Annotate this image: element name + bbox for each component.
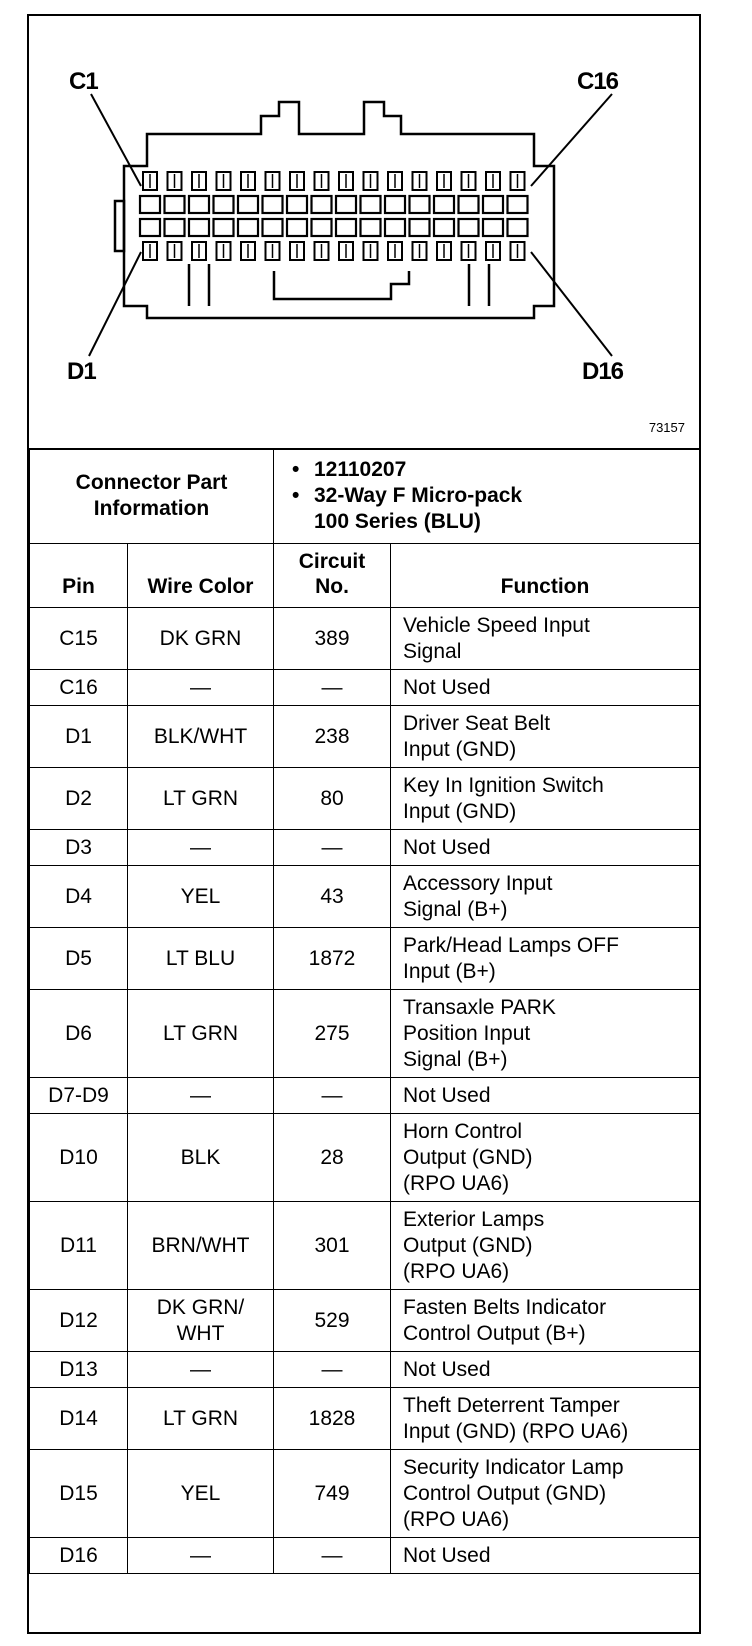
c-row-cavity	[287, 196, 307, 213]
wire-color-cell-line: LT BLU	[165, 946, 236, 970]
wire-color-cell-line: —	[190, 1543, 211, 1567]
circuit-cell	[274, 928, 391, 990]
function-cell-line: Position Input	[403, 1021, 531, 1045]
d-row-cavity	[287, 219, 307, 236]
wire-color-cell	[128, 1202, 274, 1290]
function-cell-line: Not Used	[403, 1543, 491, 1567]
function-cell-line: Input (GND)	[403, 737, 517, 761]
circuit-cell	[274, 1450, 391, 1538]
function-cell	[391, 830, 700, 866]
pin-cell-line: D12	[59, 1308, 98, 1332]
circuit-cell	[274, 670, 391, 706]
function-cell	[391, 928, 700, 990]
function-cell-line: Control Output (GND)	[403, 1481, 607, 1505]
function-cell-line: (RPO UA6)	[403, 1259, 510, 1283]
d-row-cavity	[483, 219, 503, 236]
function-cell-line: (RPO UA6)	[403, 1507, 510, 1531]
pin-cell	[30, 768, 128, 830]
wire-color-cell-line: DK GRN	[159, 626, 242, 650]
table-row	[30, 1078, 700, 1114]
function-cell	[391, 1114, 700, 1202]
wire-color-cell	[128, 1078, 274, 1114]
c-row-cavity	[385, 196, 405, 213]
d-row-cavity	[385, 219, 405, 236]
function-cell-line: Exterior Lamps	[403, 1207, 545, 1231]
table-row	[30, 1202, 700, 1290]
table-row	[30, 866, 700, 928]
col-wire-color: Wire Color	[128, 544, 274, 608]
leader-c1	[91, 94, 141, 186]
leader-d1	[89, 252, 141, 356]
wire-color-cell	[128, 1352, 274, 1388]
wire-color-cell	[128, 866, 274, 928]
function-cell-line: Vehicle Speed Input	[403, 613, 590, 637]
circuit-cell	[274, 830, 391, 866]
d-row-cavity	[189, 219, 209, 236]
connector-info-row	[30, 449, 700, 544]
c-row-cavity	[434, 196, 454, 213]
table-row	[30, 1538, 700, 1574]
pinout-table	[29, 448, 700, 1574]
wire-color-cell-line: LT GRN	[162, 1406, 239, 1430]
function-cell-line: Not Used	[403, 1083, 491, 1107]
wire-color-cell-line: —	[190, 1357, 211, 1381]
pin-cell	[30, 1202, 128, 1290]
wire-color-cell	[128, 928, 274, 990]
c-row-cavity	[361, 196, 381, 213]
table-row	[30, 1352, 700, 1388]
function-cell-line: Driver Seat Belt	[403, 711, 551, 735]
callout-c1: C1	[69, 68, 98, 95]
function-cell-line: Signal	[403, 639, 462, 663]
wire-color-cell	[128, 1538, 274, 1574]
wire-color-cell-line: —	[190, 835, 211, 859]
connector-info-values	[274, 449, 700, 544]
d-row-cavity	[263, 219, 283, 236]
pin-cell	[30, 1538, 128, 1574]
circuit-cell	[274, 1078, 391, 1114]
pin-cell-line: D4	[65, 884, 92, 908]
circuit-cell	[274, 1388, 391, 1450]
function-cell-line: Key In Ignition Switch	[403, 773, 604, 797]
circuit-cell-line: 275	[314, 1021, 350, 1045]
table-row	[30, 670, 700, 706]
circuit-cell-line: 301	[314, 1233, 350, 1257]
wire-color-cell-line: WHT	[176, 1321, 225, 1345]
table-row	[30, 1450, 700, 1538]
wire-color-cell	[128, 830, 274, 866]
table-row	[30, 928, 700, 990]
table-row	[30, 1388, 700, 1450]
table-row	[30, 1114, 700, 1202]
pin-cell-line: D2	[65, 786, 92, 810]
pin-cell	[30, 830, 128, 866]
col-pin: Pin	[30, 544, 128, 608]
function-cell-line: Signal (B+)	[403, 1047, 508, 1071]
function-cell-line: Accessory Input	[403, 871, 553, 895]
wire-color-cell-line: DK GRN/	[156, 1295, 245, 1319]
connector-description: • 32-Way F Micro-pack 100 Series (BLU)	[314, 483, 699, 535]
pin-cell	[30, 866, 128, 928]
table-row	[30, 990, 700, 1078]
function-cell	[391, 670, 700, 706]
d-row-cavity	[238, 219, 258, 236]
key-slot	[274, 271, 409, 299]
c-row-cavity	[410, 196, 430, 213]
circuit-cell	[274, 608, 391, 670]
function-cell-line: Input (GND) (RPO UA6)	[403, 1419, 629, 1443]
callout-d16: D16	[582, 358, 624, 385]
circuit-cell-line: 80	[320, 786, 344, 810]
circuit-cell	[274, 990, 391, 1078]
connector-diagram	[29, 16, 699, 450]
col-function: Function	[391, 544, 700, 608]
wire-color-cell	[128, 1388, 274, 1450]
circuit-cell-line: 749	[314, 1481, 350, 1505]
function-cell	[391, 1290, 700, 1352]
function-cell-line: Not Used	[403, 1357, 491, 1381]
circuit-cell	[274, 1352, 391, 1388]
pin-cell	[30, 928, 128, 990]
wire-color-cell-line: BLK	[180, 1145, 221, 1169]
pin-cell-line: D16	[59, 1543, 98, 1567]
connector-info-label: Connector Part Information	[30, 449, 274, 544]
circuit-cell	[274, 706, 391, 768]
pin-cell	[30, 1388, 128, 1450]
function-cell-line: Not Used	[403, 675, 491, 699]
c-row-cavity	[312, 196, 332, 213]
wire-color-cell	[128, 990, 274, 1078]
d-row-cavity	[434, 219, 454, 236]
pin-cell-line: D13	[59, 1357, 98, 1381]
pin-cell-line: D11	[60, 1233, 97, 1257]
function-cell-line: Output (GND)	[403, 1233, 533, 1257]
pin-cell-line: D15	[59, 1481, 98, 1505]
pin-cell	[30, 1290, 128, 1352]
function-cell-line: Park/Head Lamps OFF	[403, 933, 619, 957]
circuit-cell	[274, 1202, 391, 1290]
d-row-cavity	[140, 219, 160, 236]
pin-cell-line: D3	[65, 835, 92, 859]
table-row	[30, 608, 700, 670]
table-row	[30, 768, 700, 830]
function-cell-line: Input (GND)	[403, 799, 517, 823]
c-row-cavity	[189, 196, 209, 213]
wire-color-cell	[128, 768, 274, 830]
col-circuit-no: Circuit No.	[274, 544, 391, 608]
d-row-cavity	[410, 219, 430, 236]
function-cell-line: Not Used	[403, 835, 491, 859]
wire-color-cell	[128, 670, 274, 706]
circuit-cell-line: 1828	[308, 1406, 356, 1430]
table-row	[30, 830, 700, 866]
circuit-cell-line: —	[321, 1543, 343, 1567]
circuit-cell-line: 1872	[308, 946, 356, 970]
function-cell	[391, 1352, 700, 1388]
d-row-cavity	[336, 219, 356, 236]
c-row-cavity	[336, 196, 356, 213]
circuit-cell-line: 28	[320, 1145, 344, 1169]
circuit-cell-line: 529	[314, 1308, 350, 1332]
function-cell	[391, 1538, 700, 1574]
circuit-cell	[274, 1290, 391, 1352]
table-row	[30, 1290, 700, 1352]
pin-cell-line: D10	[59, 1145, 98, 1169]
function-cell	[391, 1450, 700, 1538]
function-cell-line: Theft Deterrent Tamper	[403, 1393, 620, 1417]
callout-d1: D1	[67, 358, 96, 385]
function-cell-line: Output (GND)	[403, 1145, 533, 1169]
function-cell	[391, 1202, 700, 1290]
function-cell	[391, 768, 700, 830]
pin-cell	[30, 1114, 128, 1202]
circuit-cell	[274, 866, 391, 928]
wire-color-cell	[128, 1114, 274, 1202]
c-row-cavity	[508, 196, 528, 213]
d-row-cavity	[508, 219, 528, 236]
pin-cell-line: D1	[65, 724, 92, 748]
function-cell-line: Transaxle PARK	[403, 995, 556, 1019]
function-cell	[391, 608, 700, 670]
circuit-cell-line: —	[321, 1083, 343, 1107]
circuit-cell-line: 43	[320, 884, 344, 908]
pin-cell-line: C15	[59, 626, 98, 650]
pin-cell	[30, 1450, 128, 1538]
wire-color-cell	[128, 1290, 274, 1352]
d-row-cavity	[361, 219, 381, 236]
circuit-cell-line: —	[321, 675, 343, 699]
wire-color-cell-line: LT GRN	[162, 786, 239, 810]
c-row-cavity	[238, 196, 258, 213]
figure-number: 73157	[648, 420, 685, 435]
wire-color-cell-line: LT GRN	[162, 1021, 239, 1045]
function-cell	[391, 866, 700, 928]
circuit-cell-line: —	[321, 1357, 343, 1381]
callout-c16: C16	[577, 68, 619, 95]
function-cell-line: Signal (B+)	[403, 897, 508, 921]
wire-color-cell	[128, 608, 274, 670]
function-cell-line: Horn Control	[403, 1119, 523, 1143]
wire-color-cell-line: —	[190, 1083, 211, 1107]
circuit-cell	[274, 1538, 391, 1574]
table-row	[30, 706, 700, 768]
wire-color-cell	[128, 1450, 274, 1538]
pin-cell-line: D5	[65, 946, 92, 970]
wire-color-cell-line: —	[190, 675, 211, 699]
pin-cell-line: D6	[65, 1021, 92, 1045]
pin-cell-line: D14	[59, 1406, 98, 1430]
function-cell-line: Fasten Belts Indicator	[403, 1295, 607, 1319]
wire-color-cell-line: BLK/WHT	[153, 724, 248, 748]
function-cell-line: Control Output (B+)	[403, 1321, 586, 1345]
pin-cell	[30, 706, 128, 768]
function-cell-line: Input (B+)	[403, 959, 496, 983]
circuit-cell-line: 389	[314, 626, 350, 650]
circuit-cell	[274, 768, 391, 830]
d-row-cavity	[312, 219, 332, 236]
function-cell	[391, 1388, 700, 1450]
pin-cell	[30, 670, 128, 706]
pin-cell	[30, 608, 128, 670]
d-row-cavity	[214, 219, 234, 236]
wire-color-cell-line: BRN/WHT	[151, 1233, 250, 1257]
wire-color-cell-line: YEL	[180, 884, 221, 908]
side-latch	[115, 201, 124, 251]
c-row-cavity	[459, 196, 479, 213]
pin-cell-line: C16	[59, 675, 98, 699]
pin-cell	[30, 1078, 128, 1114]
pin-cell	[30, 990, 128, 1078]
c-row-cavity	[140, 196, 160, 213]
c-row-cavity	[263, 196, 283, 213]
function-cell	[391, 1078, 700, 1114]
function-cell	[391, 706, 700, 768]
circuit-cell-line: 238	[314, 724, 350, 748]
d-row-cavity	[459, 219, 479, 236]
wire-color-cell	[128, 706, 274, 768]
function-cell-line: Security Indicator Lamp	[403, 1455, 624, 1479]
column-header-row	[30, 544, 700, 608]
connector-sheet	[27, 14, 701, 1634]
function-cell	[391, 990, 700, 1078]
d-row-cavity	[165, 219, 185, 236]
circuit-cell	[274, 1114, 391, 1202]
c-row-cavity	[214, 196, 234, 213]
leader-c16	[531, 94, 612, 186]
c-row-cavity	[165, 196, 185, 213]
c-row-cavity	[483, 196, 503, 213]
leader-d16	[531, 252, 612, 356]
pin-cell	[30, 1352, 128, 1388]
function-cell-line: (RPO UA6)	[403, 1171, 510, 1195]
pin-cell-line: D7-D9	[48, 1083, 109, 1107]
wire-color-cell-line: YEL	[180, 1481, 221, 1505]
part-number: • 12110207	[314, 457, 699, 483]
circuit-cell-line: —	[321, 835, 343, 859]
